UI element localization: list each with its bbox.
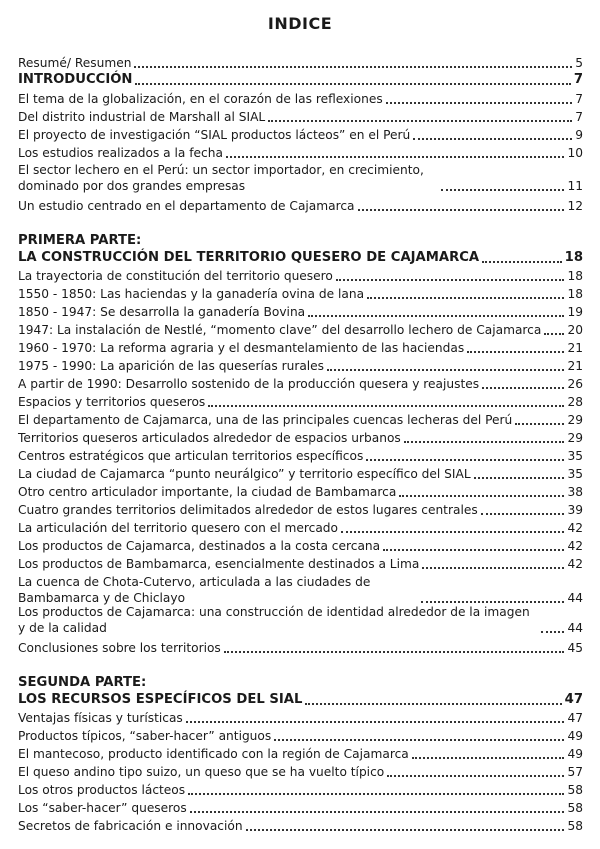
toc-entry-text: El queso andino tipo suizo, un queso que se ha vuelto típico xyxy=(18,765,385,779)
toc-entry-text: Productos típicos, “saber-hacer” antiguos xyxy=(18,729,272,743)
toc-entry-text: El tema de la globalización, en el corazón de las reflexiones xyxy=(18,92,383,106)
toc-entry xyxy=(18,604,583,636)
toc-entry-page: 7 xyxy=(575,110,583,124)
dot-leader xyxy=(404,441,565,443)
toc-entry-page: 26 xyxy=(567,377,583,391)
toc-entry xyxy=(18,127,583,143)
toc-entry-text: Territorios queseros articulados alrededor de espacios urbanos xyxy=(18,431,401,445)
dot-leader xyxy=(367,297,564,299)
toc-entry-page: 12 xyxy=(567,199,583,213)
dot-leader xyxy=(541,631,564,633)
toc-entry xyxy=(18,556,583,572)
toc-entry xyxy=(18,800,583,816)
dot-leader xyxy=(413,138,572,140)
toc-entry-page: 35 xyxy=(567,467,583,481)
toc-entry xyxy=(18,55,583,71)
toc-entry-page: 9 xyxy=(575,128,583,142)
dot-leader xyxy=(268,120,572,122)
dot-leader xyxy=(467,351,564,353)
toc-entry-page: 39 xyxy=(567,503,583,517)
dot-leader xyxy=(387,775,564,777)
toc-entry xyxy=(18,502,583,518)
toc-entry-page: 11 xyxy=(567,179,583,193)
toc-entry xyxy=(18,358,583,374)
toc-entry-page: 49 xyxy=(567,747,583,761)
toc-entry xyxy=(18,430,583,446)
part-heading xyxy=(18,250,583,266)
toc-entry-page: 42 xyxy=(567,521,583,535)
toc-entry-page: 20 xyxy=(567,323,583,337)
part-label: SEGUNDA PARTE: xyxy=(18,675,147,690)
dot-leader xyxy=(308,315,564,317)
toc-entry-page: 57 xyxy=(567,765,583,779)
dot-leader xyxy=(358,209,565,211)
toc-entry-text: 1947: La instalación de Nestlé, “momento clave” del desarrollo lechero de Cajamarca xyxy=(18,323,542,337)
toc-entry-text: La articulación del territorio quesero con el mercado xyxy=(18,521,338,535)
dot-leader xyxy=(336,279,565,281)
toc-entry xyxy=(18,538,583,554)
toc-entry-page: 58 xyxy=(567,801,583,815)
toc-entry-page: 28 xyxy=(567,395,583,409)
toc-entry-page: 44 xyxy=(567,621,583,635)
dot-leader xyxy=(482,387,564,389)
toc-entry-page: 47 xyxy=(567,711,583,725)
toc-entry-text: 1550 - 1850: Las haciendas y la ganadería ovina de lana xyxy=(18,287,365,301)
toc-entry-text: Espacios y territorios queseros xyxy=(18,395,206,409)
dot-leader xyxy=(366,459,564,461)
toc-entry xyxy=(18,412,583,428)
toc-entry-page: 42 xyxy=(567,557,583,571)
toc-entry-text: La trayectoria de constitución del territorio quesero xyxy=(18,269,333,283)
dot-leader xyxy=(474,477,565,479)
toc-entry-text: Secretos de fabricación e innovación xyxy=(18,819,243,833)
toc-entry-page: 49 xyxy=(567,729,583,743)
toc-entry xyxy=(18,322,583,338)
toc-entry xyxy=(18,818,583,834)
toc-entry-page: 7 xyxy=(573,72,583,87)
dot-leader xyxy=(386,102,573,104)
dot-leader xyxy=(224,651,565,653)
toc-entry-text: La ciudad de Cajamarca “punto neurálgico” y territorio específico del SIAL xyxy=(18,467,471,481)
dot-leader xyxy=(399,495,564,497)
toc-entry-text: Los estudios realizados a la fecha xyxy=(18,146,223,160)
dot-leader xyxy=(246,829,565,831)
dot-leader xyxy=(544,333,564,335)
dot-leader xyxy=(190,811,565,813)
toc-entry xyxy=(18,574,583,606)
toc-entry-text: El proyecto de investigación “SIAL productos lácteos” en el Perú xyxy=(18,128,411,142)
toc-entry-page: 21 xyxy=(567,359,583,373)
dot-leader xyxy=(186,721,565,723)
toc-entry-page: 18 xyxy=(567,287,583,301)
toc-entry xyxy=(18,376,583,392)
toc-entry-text: 1850 - 1947: Se desarrolla la ganadería Bovina xyxy=(18,305,306,319)
toc-entry xyxy=(18,268,583,284)
toc-entry-text: Conclusiones sobre los territorios xyxy=(18,641,221,655)
toc-entry xyxy=(18,286,583,302)
toc-entry-text: Los “saber-hacer” queseros xyxy=(18,801,187,815)
toc-entry xyxy=(18,746,583,762)
dot-leader xyxy=(412,757,565,759)
dot-leader xyxy=(188,793,564,795)
dot-leader xyxy=(134,66,572,68)
toc-entry-text: El mantecoso, producto identificado con la región de Cajamarca xyxy=(18,747,409,761)
toc-entry xyxy=(18,198,583,214)
toc-entry-page: 45 xyxy=(567,641,583,655)
toc-entry xyxy=(18,109,583,125)
dot-leader xyxy=(441,189,564,191)
index-title: INDICE xyxy=(267,14,333,33)
dot-leader xyxy=(383,549,564,551)
toc-entry xyxy=(18,782,583,798)
toc-entry-page: 18 xyxy=(564,250,583,265)
toc-entry-page: 47 xyxy=(564,692,583,707)
dot-leader xyxy=(274,739,564,741)
toc-entry-text: La cuenca de Chota-Cutervo, articulada a las ciudades de Bambamarca y de Chiclayo xyxy=(18,575,371,605)
toc-entry-text: Otro centro articulador importante, la ciudad de Bambamarca xyxy=(18,485,397,499)
toc-entry-text: LOS RECURSOS ESPECÍFICOS DEL SIAL xyxy=(18,692,303,707)
toc-entry-page: 58 xyxy=(567,819,583,833)
toc-entry-text: Ventajas físicas y turísticas xyxy=(18,711,183,725)
toc-entry xyxy=(18,520,583,536)
toc-entry-page: 35 xyxy=(567,449,583,463)
toc-entry xyxy=(18,764,583,780)
toc-entry-text: El sector lechero en el Perú: un sector importador, en crecimiento, dominado por dos grandes empresas xyxy=(18,163,424,193)
dot-leader xyxy=(421,601,564,603)
toc-entry xyxy=(18,91,583,107)
toc-entry-text: Los productos de Bambamarca, esencialmente destinados a Lima xyxy=(18,557,420,571)
dot-leader xyxy=(341,531,564,533)
dot-leader xyxy=(327,369,564,371)
toc-entry-page: 10 xyxy=(567,146,583,160)
toc-entry-page: 29 xyxy=(567,413,583,427)
toc-entry-page: 21 xyxy=(567,341,583,355)
toc-entry xyxy=(18,304,583,320)
dot-leader xyxy=(515,423,564,425)
toc-entry-text: 1960 - 1970: La reforma agraria y el desmantelamiento de las haciendas xyxy=(18,341,465,355)
toc-entry xyxy=(18,162,583,194)
toc-entry-page: 44 xyxy=(567,591,583,605)
dot-leader xyxy=(226,156,565,158)
toc-entry xyxy=(18,145,583,161)
part-label: PRIMERA PARTE: xyxy=(18,233,142,248)
toc-entry-text: A partir de 1990: Desarrollo sostenido de la producción quesera y reajustes xyxy=(18,377,480,391)
toc-entry-text: Centros estratégicos que articulan territorios específicos xyxy=(18,449,364,463)
toc-entry xyxy=(18,448,583,464)
toc-entry-text: Un estudio centrado en el departamento de Cajamarca xyxy=(18,199,355,213)
toc-entry-page: 18 xyxy=(567,269,583,283)
toc-entry xyxy=(18,728,583,744)
part-heading xyxy=(18,692,583,708)
toc-entry-introduction xyxy=(18,72,583,88)
toc-entry xyxy=(18,710,583,726)
dot-leader xyxy=(482,261,562,263)
dot-leader xyxy=(208,405,564,407)
toc-entry xyxy=(18,466,583,482)
toc-entry xyxy=(18,640,583,656)
toc-entry xyxy=(18,394,583,410)
toc-entry-text: 1975 - 1990: La aparición de las queserías rurales xyxy=(18,359,325,373)
toc-entry-page: 7 xyxy=(575,92,583,106)
toc-entry-text: Del distrito industrial de Marshall al SIAL xyxy=(18,110,266,124)
toc-entry-page: 5 xyxy=(575,56,583,70)
dot-leader xyxy=(422,567,564,569)
toc-entry-text: Los productos de Cajamarca: una construcción de identidad alrededor de la imagen y de la calidad xyxy=(18,605,530,635)
toc-entry-page: 29 xyxy=(567,431,583,445)
toc-entry xyxy=(18,484,583,500)
toc-entry-page: 42 xyxy=(567,539,583,553)
toc-entry-page: 58 xyxy=(567,783,583,797)
toc-entry-text: Resumé/ Resumen xyxy=(18,56,132,70)
toc-entry-text: Cuatro grandes territorios delimitados alrededor de estos lugares centrales xyxy=(18,503,478,517)
dot-leader xyxy=(481,513,565,515)
dot-leader xyxy=(135,83,570,85)
toc-entry-text: INTRODUCCIÓN xyxy=(18,72,133,87)
toc-entry-page: 19 xyxy=(567,305,583,319)
toc-entry-text: Los productos de Cajamarca, destinados a la costa cercana xyxy=(18,539,381,553)
toc-entry-text: LA CONSTRUCCIÓN DEL TERRITORIO QUESERO DE CAJAMARCA xyxy=(18,250,480,265)
dot-leader xyxy=(305,703,561,705)
toc-entry xyxy=(18,340,583,356)
toc-entry-page: 38 xyxy=(567,485,583,499)
toc-entry-text: Los otros productos lácteos xyxy=(18,783,186,797)
toc-entry-text: El departamento de Cajamarca, una de las principales cuencas lecheras del Perú xyxy=(18,413,513,427)
